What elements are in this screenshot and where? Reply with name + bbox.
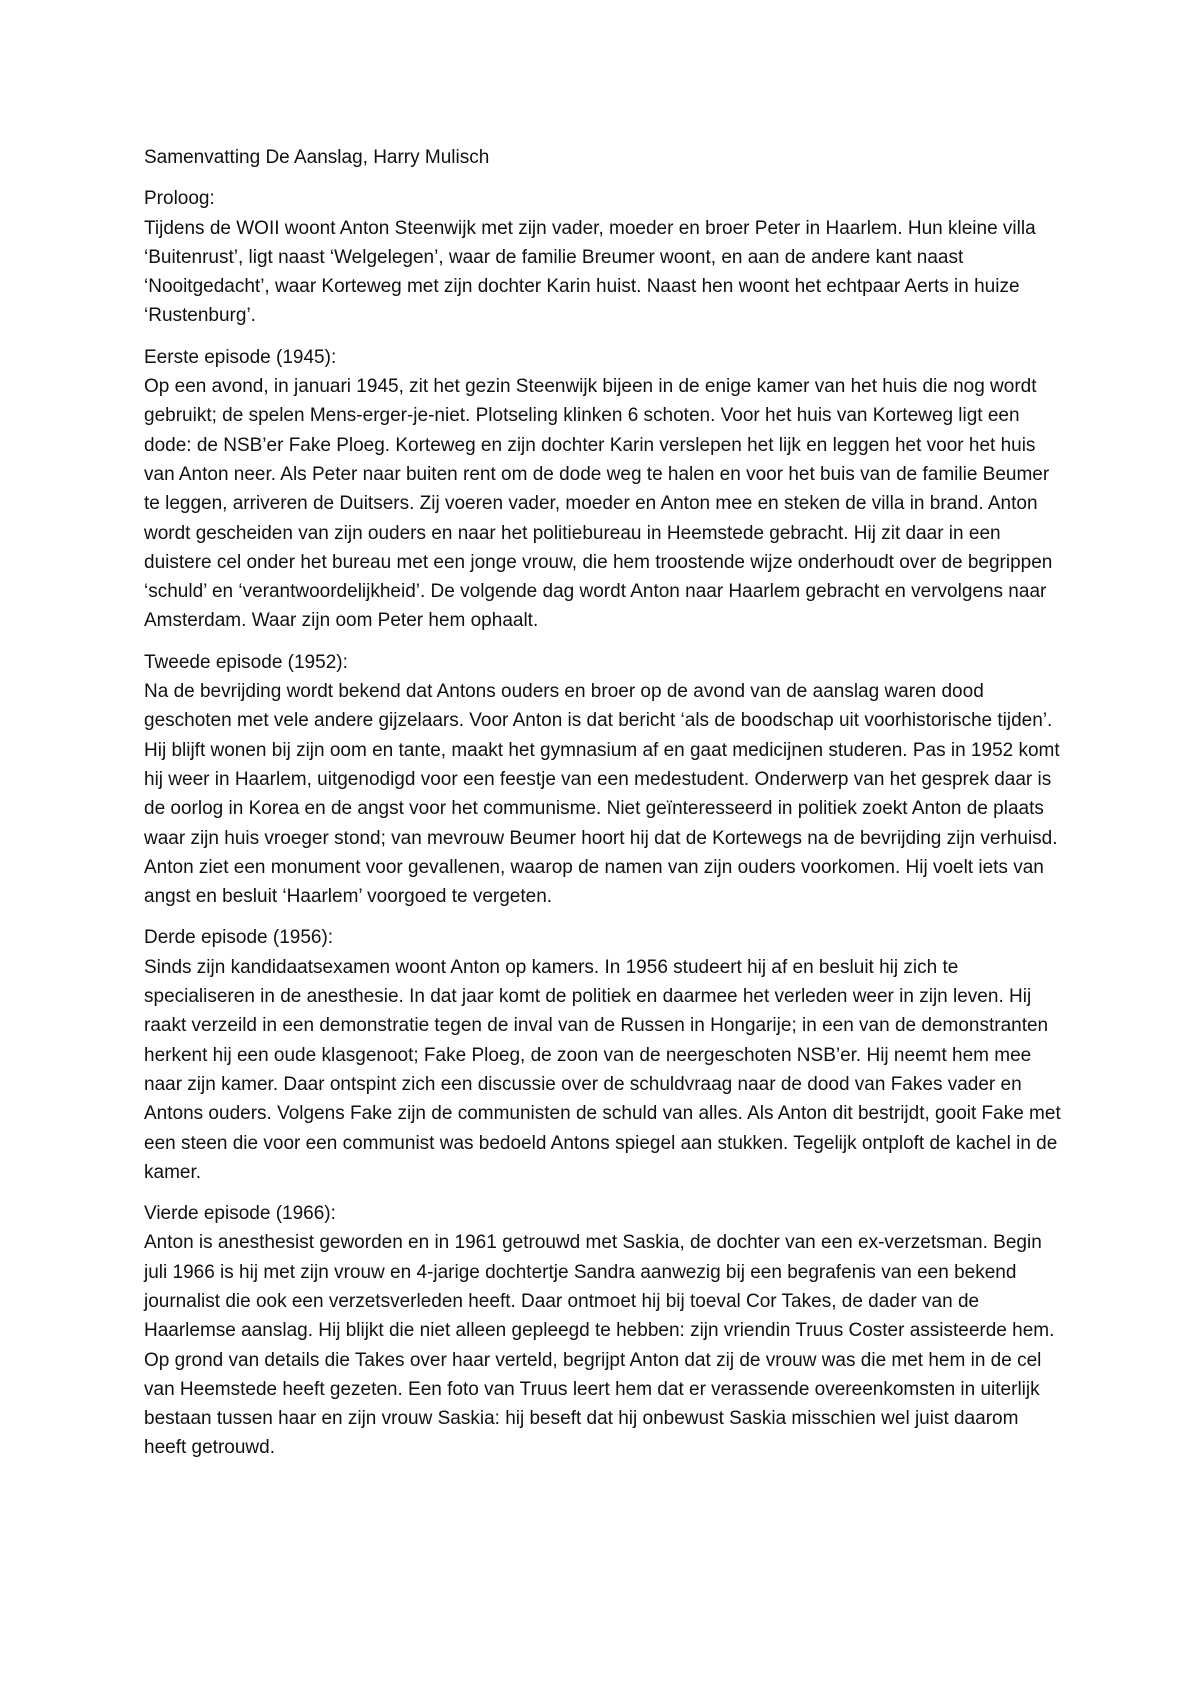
section-heading: Derde episode (1956): <box>144 927 334 949</box>
section-heading: Proloog: <box>144 188 215 210</box>
section-heading: Eerste episode (1945): <box>144 346 337 368</box>
section-eerste-episode <box>144 343 1064 636</box>
section-derde-episode <box>144 923 1064 1187</box>
section-tweede-episode <box>144 648 1064 912</box>
section-proloog <box>144 184 1064 330</box>
section-vierde-episode <box>144 1199 1064 1463</box>
document-title: Samenvatting De Aanslag, Harry Mulisch <box>144 147 490 168</box>
section-body: Tijdens de WOII woont Anton Steenwijk met zijn vader, moeder en broer Peter in Haarlem. Hun kleine villa ‘Buitenrust’, ligt naast ‘Welgelegen’, waar de familie Breumer woont, en aan de andere kant naast ‘Nooitgedacht’, waar Korteweg met zijn dochter Karin huist. Naast hen woont het echtpaar Aerts in huize ‘Rustenburg’. <box>144 217 1036 327</box>
section-body: Anton is anesthesist geworden en in 1961 getrouwd met Saskia, de dochter van een ex-verzetsman. Begin juli 1966 is hij met zijn vrouw en 4-jarige dochtertje Sandra aanwezig bij een begrafenis van een bekend journalist die ook een verzetsverleden heeft. Daar ontmoet hij bij toeval Cor Takes, de dader van de Haarlemse aanslag. Hij blijkt die niet alleen gepleegd te hebben: zijn vriendin Truus Coster assisteerde hem. Op grond van details die Takes over haar verteld, begrijpt Anton dat zij de vrouw was die met hem in de cel van Heemstede heeft gezeten. Een foto van Truus leert hem dat er verassende overeenkomsten in uiterlijk bestaan tussen haar en zijn vrouw Saskia: hij beseft dat hij onbewust Saskia misschien wel juist daarom heeft getrouwd. <box>144 1232 1055 1459</box>
section-heading: Tweede episode (1952): <box>144 651 348 673</box>
section-heading: Vierde episode (1966): <box>144 1203 336 1225</box>
section-body: Op een avond, in januari 1945, zit het gezin Steenwijk bijeen in de enige kamer van het huis die nog wordt gebruikt; de spelen Mens-erger-je-niet. Plotseling klinken 6 schoten. Voor het huis van Korteweg ligt een dode: de NSB’er Fake Ploeg. Korteweg en zijn dochter Karin verslepen het lijk en leggen het voor het huis van Anton neer. Als Peter naar buiten rent om de dode weg te halen en voor het buis van de familie Beumer te leggen, arriveren de Duitsers. Zij voeren vader, moeder en Anton mee en steken de villa in brand. Anton wordt gescheiden van zijn ouders en naar het politiebureau in Heemstede gebracht. Hij zit daar in een duistere cel onder het bureau met een jonge vrouw, die hem troostende wijze onderhoudt over de begrippen ‘schuld’ en ‘verantwoordelijkheid’. De volgende dag wordt Anton naar Haarlem gebracht en vervolgens naar Amsterdam. Waar zijn oom Peter hem ophaalt. <box>144 376 1053 632</box>
section-body: Na de bevrijding wordt bekend dat Antons ouders en broer op de avond van de aanslag waren dood geschoten met vele andere gijzelaars. Voor Anton is dat bericht ‘als de boodschap uit voorhistorische tijden’. Hij blijft wonen bij zijn oom en tante, maakt het gymnasium af en gaat medicijnen studeren. Pas in 1952 komt hij weer in Haarlem, uitgenodigd voor een feestje van een medestudent. Onderwerp van het gesprek daar is de oorlog in Korea en de angst voor het communisme. Niet geïnteresseerd in politiek zoekt Anton de plaats waar zijn huis vroeger stond; van mevrouw Beumer hoort hij dat de Kortewegs na de bevrijding zijn verhuisd. Anton ziet een monument voor gevallenen, waarop de namen van zijn ouders voorkomen. Hij voelt iets van angst en besluit ‘Haarlem’ voorgoed te vergeten. <box>144 681 1060 908</box>
section-body: Sinds zijn kandidaatsexamen woont Anton op kamers. In 1956 studeert hij af en besluit hij zich te specialiseren in de anesthesie. In dat jaar komt de politiek en daarmee het verleden weer in zijn leven. Hij raakt verzeild in een demonstratie tegen de inval van de Russen in Hongarije; in een van de demonstranten herkent hij een oude klasgenoot; Fake Ploeg, de zoon van de neergeschoten NSB’er. Hij neemt hem mee naar zijn kamer. Daar ontspint zich een discussie over de schuldvraag naar de dood van Fakes vader en Antons ouders. Volgens Fake zijn de communisten de schuld van alles. Als Anton dit bestrijdt, gooit Fake met een steen die voor een communist was bedoeld Antons spiegel aan stukken. Tegelijk ontploft de kachel in de kamer. <box>144 956 1061 1183</box>
document-page <box>144 143 1064 1475</box>
